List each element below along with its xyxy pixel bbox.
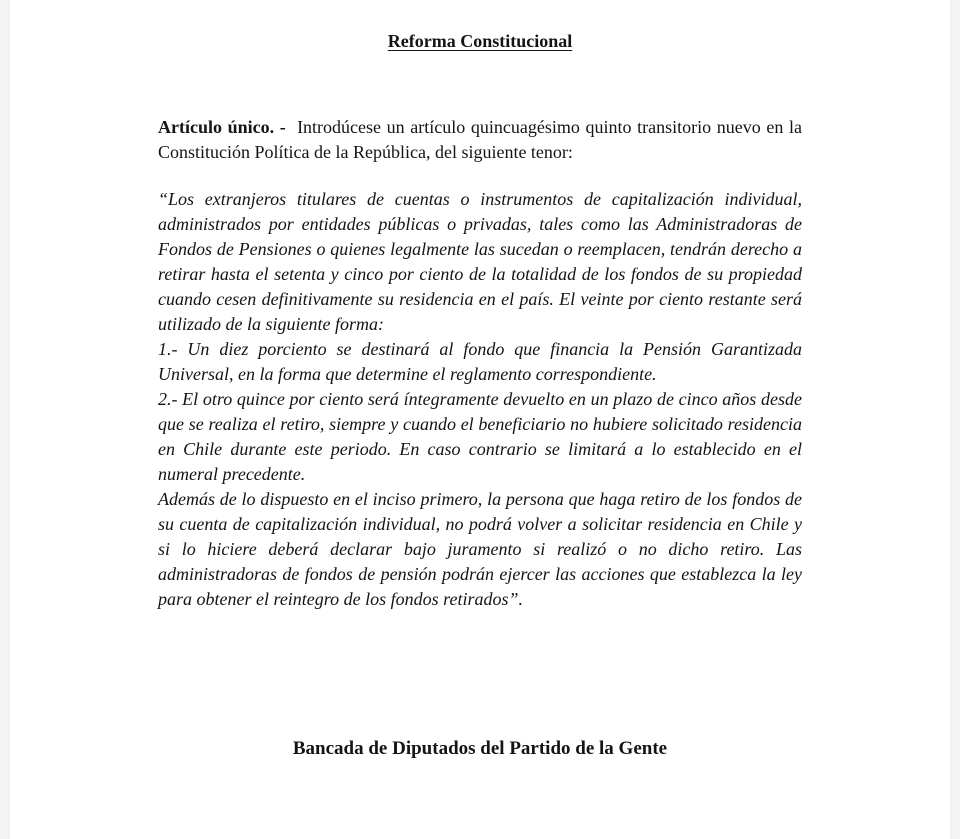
article-intro-text: Introdúcese un artículo quincuagésimo quinto transitorio nuevo en la Constitución Política de la República, del siguiente tenor:	[158, 117, 803, 162]
quote-paragraph-2: Además de lo dispuesto en el inciso primero, la persona que haga retiro de los fondos de su cuenta de capitalización individual, no podrá volver a solicitar residencia en Chile y si lo hiciere deberá declarar bajo juramento si realizó o no dicho retiro. Las administradoras de fondos de pensión podrán ejercer las acciones que establezca la ley para obtener el reintegro de los fondos retirados”.	[158, 489, 802, 609]
article-intro	[158, 115, 802, 165]
quote-paragraph-1: “Los extranjeros titulares de cuentas o instrumentos de capitalización individual, administrados por entidades públicas o privadas, tales como las Administradoras de Fondos de Pensiones o quienes legalmente las sucedan o reemplacen, tendrán derecho a retirar hasta el setenta y cinco por ciento de la totalidad de los fondos de su propiedad cuando cesen definitivamente su residencia en el país. El veinte por ciento restante será utilizado de la siguiente forma:	[158, 189, 802, 334]
article-label: Artículo único. -	[158, 117, 286, 137]
article-quote	[158, 187, 802, 612]
document-title: Reforma Constitucional	[387, 31, 573, 51]
list-item: 1.- Un diez porciento se destinará al fondo que financia la Pensión Garantizada Universal, en la forma que determine el reglamento correspondiente.	[158, 339, 802, 384]
document-footer: Bancada de Diputados del Partido de la Gente	[292, 738, 668, 759]
list-item: 2.- El otro quince por ciento será íntegramente devuelto en un plazo de cinco años desde que se realiza el retiro, siempre y cuando el beneficiario no hubiere solicitado residencia en Chile durante este periodo. En caso contrario se limitará a lo establecido en el numeral precedente.	[158, 389, 802, 484]
